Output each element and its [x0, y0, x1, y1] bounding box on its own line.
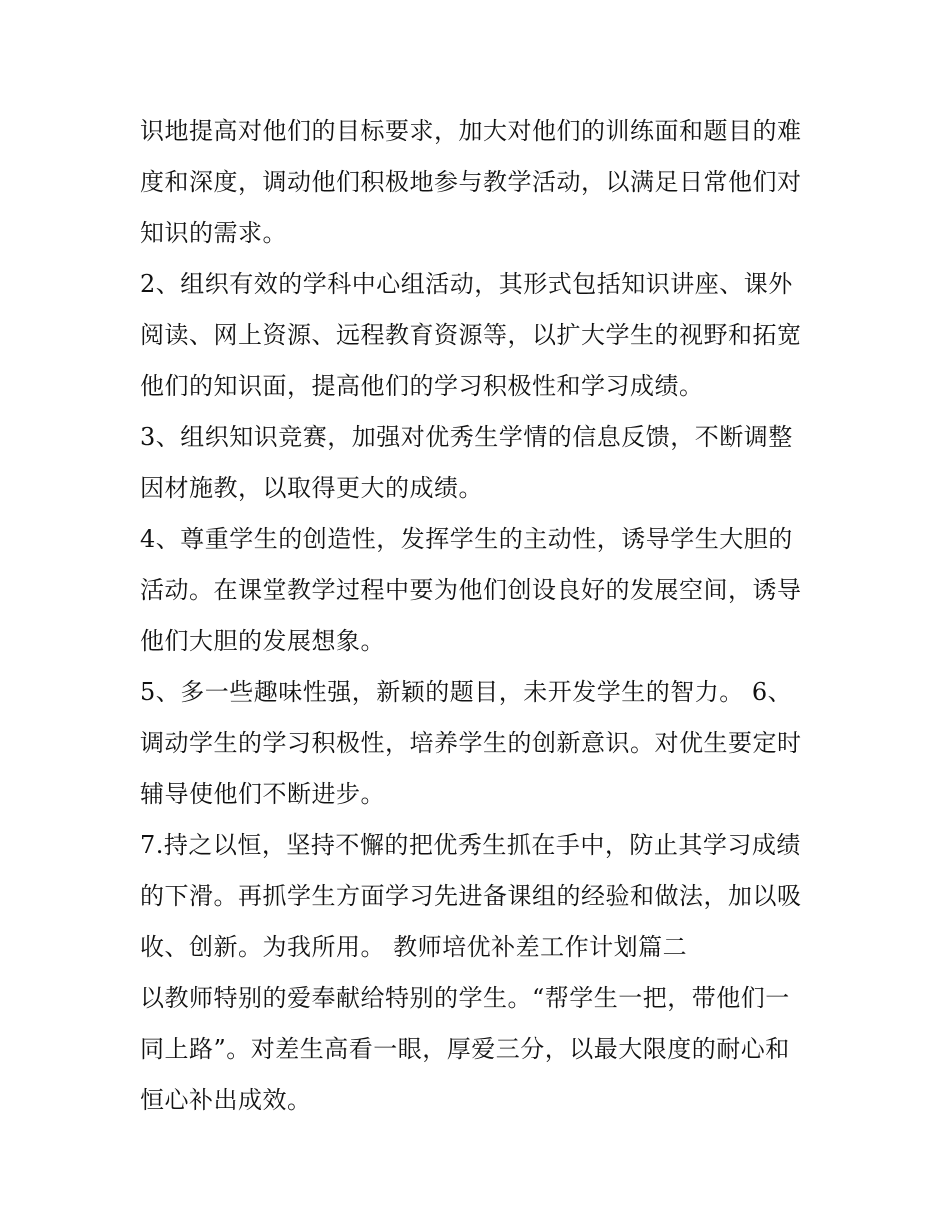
text-line: 以教师特别的爱奉献给特别的学生。“帮学生一把，带他们一	[140, 984, 790, 1012]
text-line: 收、创新。为我所用。 教师培优补差工作计划篇二	[140, 933, 688, 961]
text-line: 因材施教，以取得更大的成绩。	[140, 474, 483, 502]
text-line: 他们的知识面，提高他们的学习积极性和学习成绩。	[140, 372, 704, 400]
text-line: 5、多一些趣味性强，新颖的题目，未开发学生的智力。 6、	[140, 678, 793, 706]
text-line: 知识的需求。	[140, 219, 287, 247]
text-line: 4、尊重学生的创造性，发挥学生的主动性，诱导学生大胆的	[140, 525, 793, 553]
text-line: 调动学生的学习积极性，培养学生的创新意识。对优生要定时	[140, 729, 802, 757]
text-line: 2、组织有效的学科中心组活动，其形式包括知识讲座、课外	[140, 270, 793, 298]
text-line: 辅导使他们不断进步。	[140, 780, 385, 808]
document-body	[140, 106, 820, 1126]
text-line: 恒心补出成效。	[140, 1086, 312, 1114]
text-line: 7.持之以恒，坚持不懈的把优秀生抓在手中，防止其学习成绩	[140, 831, 801, 859]
text-line: 3、组织知识竞赛，加强对优秀生学情的信息反馈，不断调整	[140, 423, 793, 451]
text-line: 度和深度，调动他们积极地参与教学活动，以满足日常他们对	[140, 168, 802, 196]
text-line: 阅读、网上资源、远程教育资源等，以扩大学生的视野和拓宽	[140, 321, 802, 349]
text-line: 他们大胆的发展想象。	[140, 627, 385, 655]
text-line: 的下滑。再抓学生方面学习先进备课组的经验和做法，加以吸	[140, 882, 802, 910]
text-line: 识地提高对他们的目标要求，加大对他们的训练面和题目的难	[140, 117, 802, 145]
text-line: 活动。在课堂教学过程中要为他们创设良好的发展空间，诱导	[140, 576, 802, 604]
text-line: 同上路”。对差生高看一眼，厚爱三分，以最大限度的耐心和	[140, 1035, 790, 1063]
